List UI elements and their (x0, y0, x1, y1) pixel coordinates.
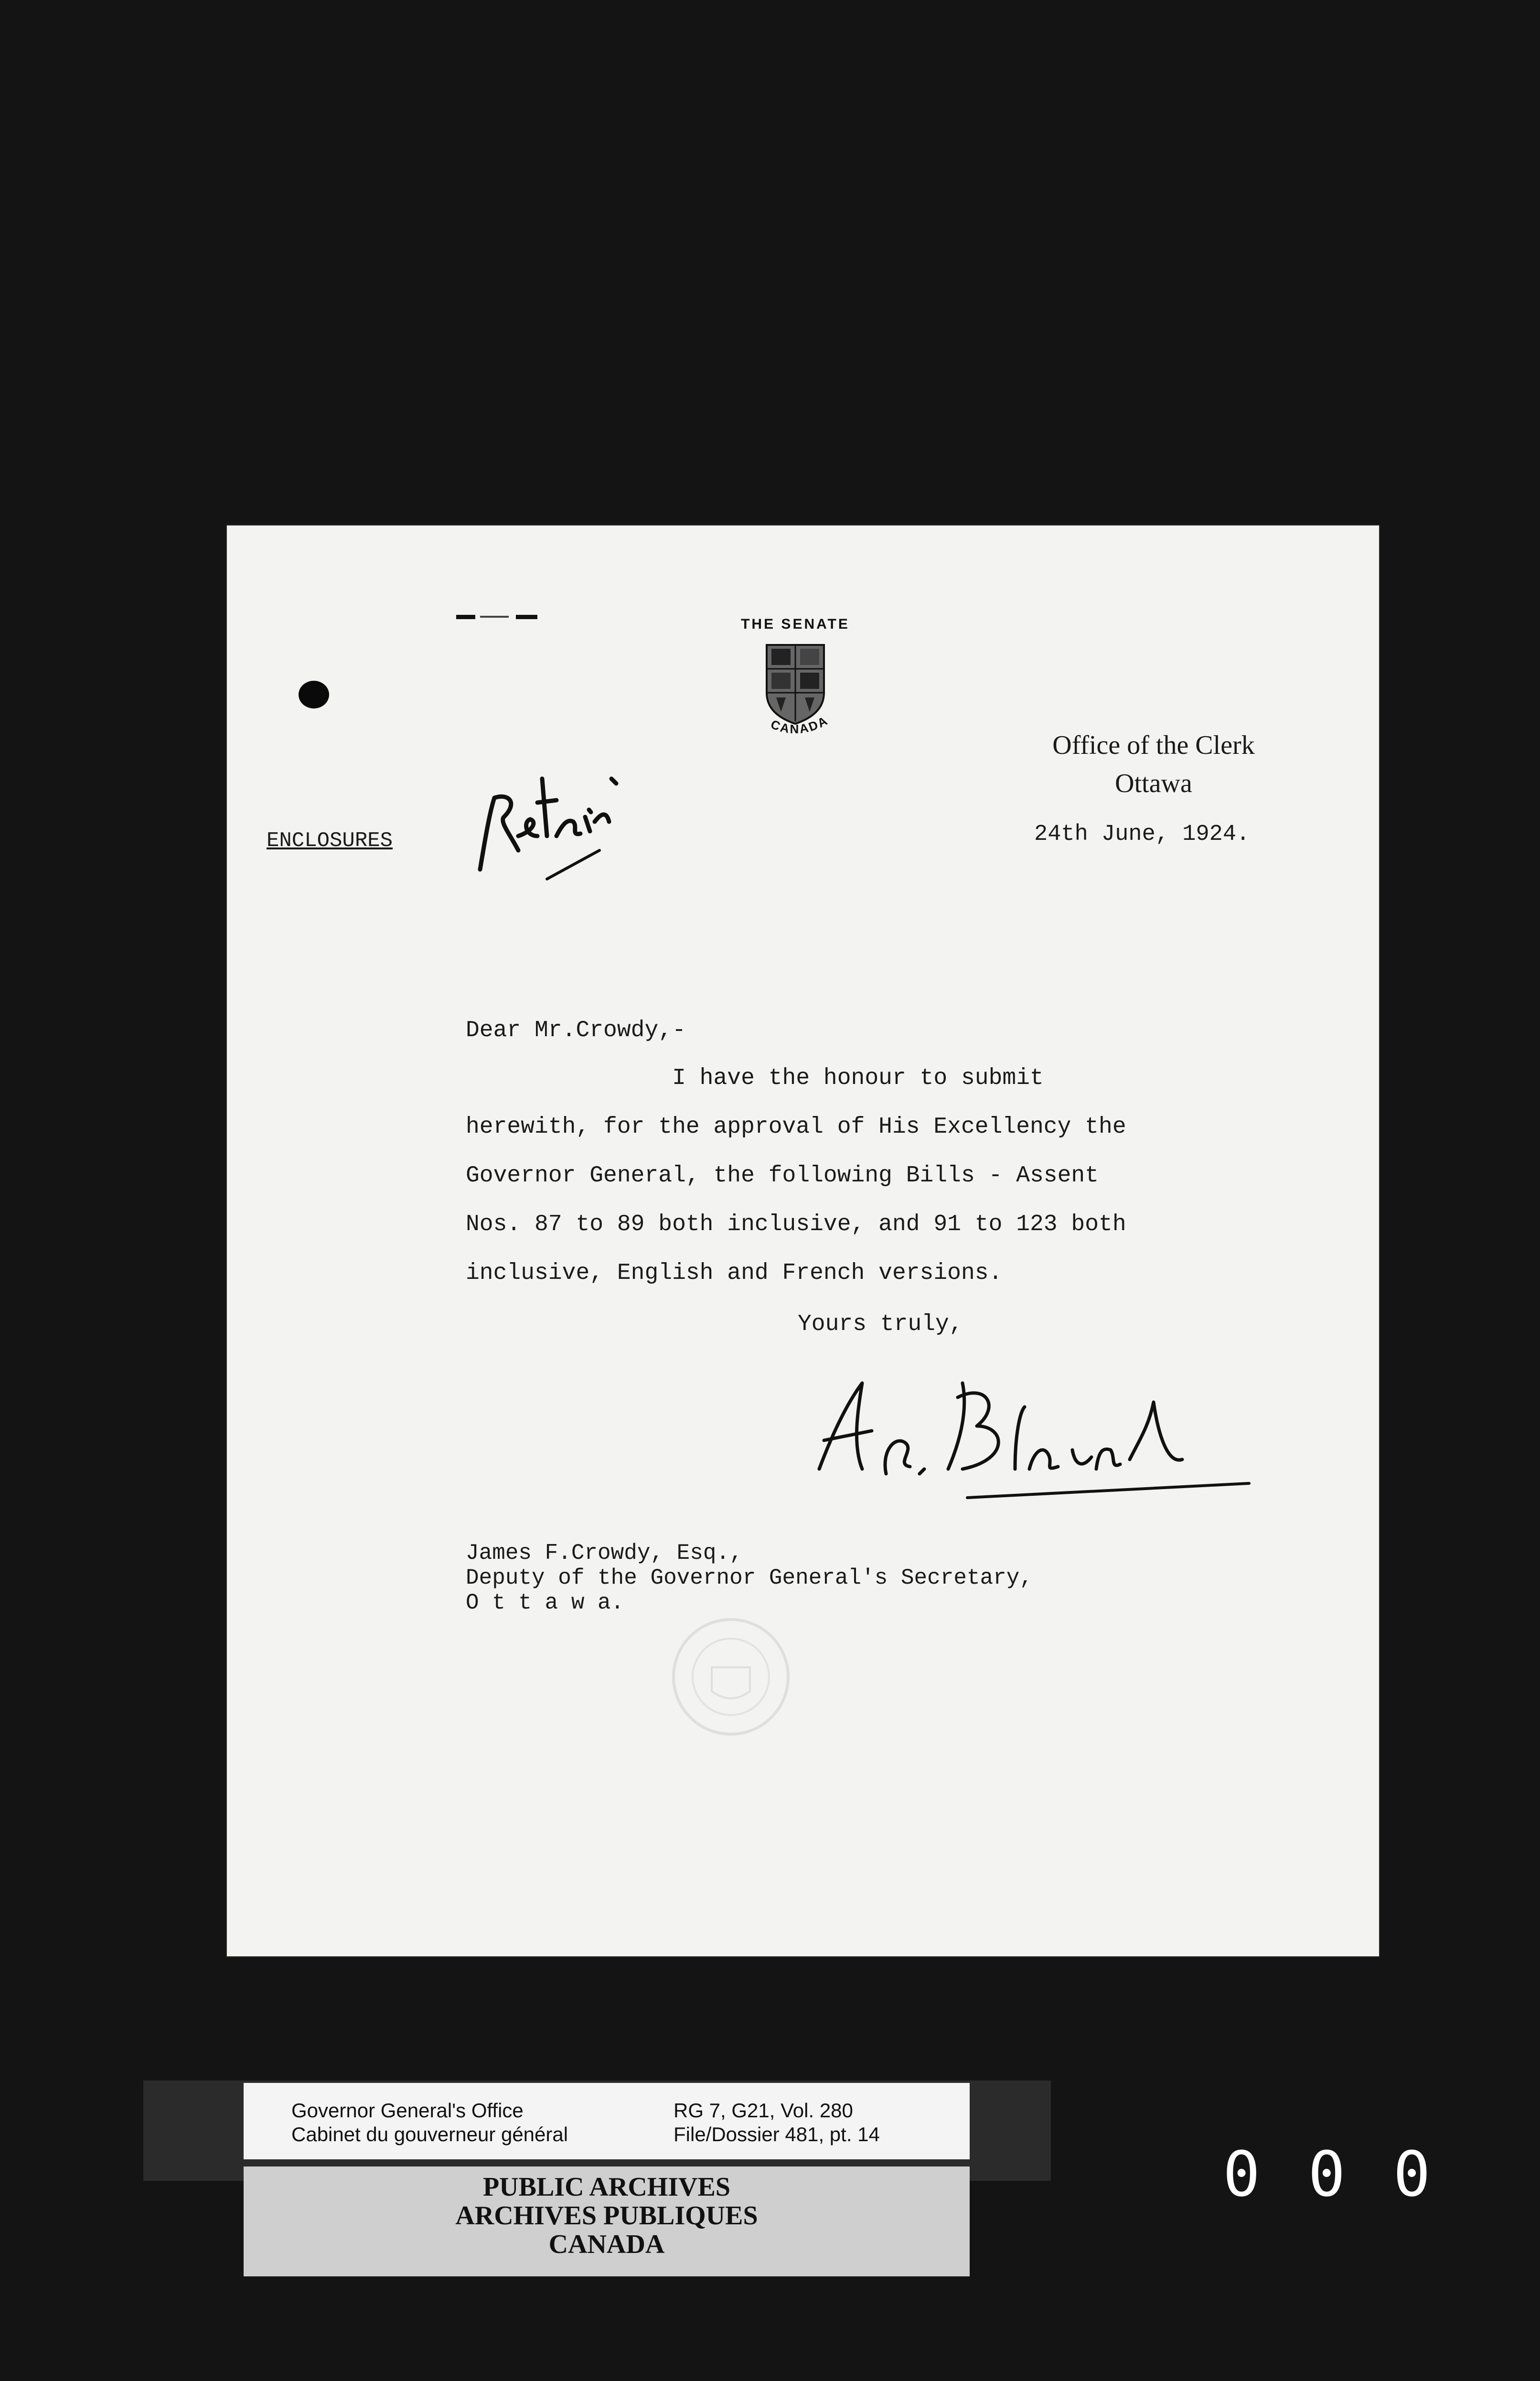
salutation: Dear Mr.Crowdy,- (466, 1018, 686, 1043)
archive-reference (674, 2099, 880, 2146)
letter-date: 24th June, 1924. (1034, 822, 1250, 847)
embossed-seal-icon (631, 1615, 831, 1739)
addressee-name: James F.Crowdy, Esq., (466, 1541, 743, 1566)
office-line-2: Ottawa (1115, 769, 1192, 798)
addressee-city: O t t a w a. (466, 1590, 624, 1615)
archives-line-3: CANADA (548, 2230, 665, 2259)
body-line-3: Governor General, the following Bills - Assent (466, 1163, 1099, 1189)
punch-hole (299, 681, 329, 708)
archive-office-en: Governor General's Office (291, 2099, 524, 2122)
archive-ref-volume: RG 7, G21, Vol. 280 (674, 2099, 853, 2122)
archive-office-label (291, 2099, 568, 2146)
archive-ref-file: File/Dossier 481, pt. 14 (674, 2123, 880, 2145)
archives-line-1: PUBLIC ARCHIVES (482, 2172, 731, 2202)
public-archives-text (244, 2173, 970, 2259)
closing: Yours truly, (798, 1311, 963, 1337)
senate-title: THE SENATE (741, 616, 850, 632)
svg-text:CANADA: CANADA (769, 713, 831, 737)
senate-letterhead (724, 616, 867, 750)
body-line-1: I have the honour to submit (466, 1065, 1044, 1091)
archive-office-fr: Cabinet du gouverneur général (291, 2123, 568, 2145)
body-line-2: herewith, for the approval of His Excellency the (466, 1114, 1126, 1140)
handwritten-return-annotation (466, 726, 638, 884)
office-heading (1010, 726, 1297, 803)
frame-number: 000 (1223, 2138, 1478, 2210)
handwritten-signature (805, 1354, 1259, 1512)
letter-page (227, 526, 1379, 1956)
addressee-block (466, 1541, 1033, 1615)
body-line-5: inclusive, English and French versions. (466, 1260, 1003, 1286)
staple-mark (456, 613, 537, 621)
enclosures-label: ENCLOSURES (267, 829, 393, 853)
canada-arc-text (743, 712, 848, 750)
addressee-title: Deputy of the Governor General's Secretary, (466, 1566, 1033, 1590)
office-line-1: Office of the Clerk (1052, 730, 1255, 760)
archives-line-2: ARCHIVES PUBLIQUES (455, 2201, 758, 2231)
body-line-4: Nos. 87 to 89 both inclusive, and 91 to 123 both (466, 1212, 1126, 1237)
